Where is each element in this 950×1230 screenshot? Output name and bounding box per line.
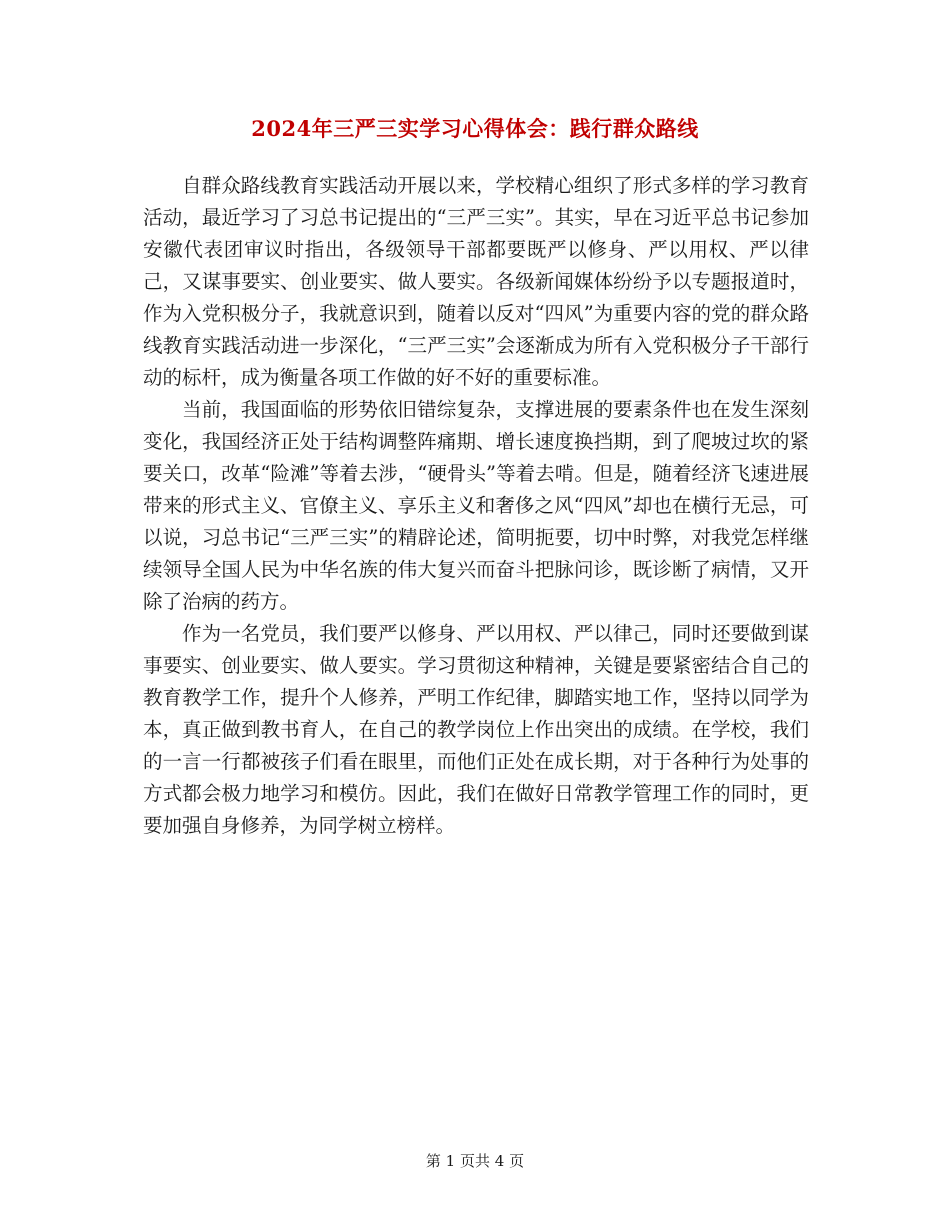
paragraph-1: 自群众路线教育实践活动开展以来，学校精心组织了形式多样的学习教育活动，最近学习了习总书记提出的“三严三实”。其实，早在习近平总书记参加安徽代表团审议时指出，各级领导干部都要既严以修身、严以用权、严以律己，又谋事要实、创业要实、做人要实。各级新闻媒体纷纷予以专题报道时，作为入党积极分子，我就意识到，随着以反对“四风”为重要内容的党的群众路线教育实践活动进一步深化，“三严三实”会逐渐成为所有入党积极分子干部行动的标杆，成为衡量各项工作做的好不好的重要标准。 bbox=[143, 174, 809, 389]
page-footer: 第 1 页共 4 页 bbox=[425, 1152, 525, 1170]
paragraph-3: 作为一名党员，我们要严以修身、严以用权、严以律己，同时还要做到谋事要实、创业要实、做人要实。学习贯彻这种精神，关键是要紧密结合自己的教育教学工作，提升个人修养，严明工作纪律，脚踏实地工作，坚持以同学为本，真正做到教书育人，在自己的教学岗位上作出突出的成绩。在学校，我们的一言一行都被孩子们看在眼里，而他们正处在成长期，对于各种行为处事的方式都会极力地学习和模仿。因此，我们在做好日常教学管理工作的同时，更要加强自身修养，为同学树立榜样。 bbox=[143, 622, 809, 837]
document-body bbox=[143, 170, 809, 842]
paragraph-2: 当前，我国面临的形势依旧错综复杂，支撑进展的要素条件也在发生深刻变化，我国经济正处于结构调整阵痛期、增长速度换挡期，到了爬坡过坎的紧要关口，改革“险滩”等着去涉，“硬骨头”等着去啃。但是，随着经济飞速进展带来的形式主义、官僚主义、享乐主义和奢侈之风“四风”却也在横行无忌，可以说，习总书记“三严三实”的精辟论述，简明扼要，切中时弊，对我党怎样继续领导全国人民为中华名族的伟大复兴而奋斗把脉问诊，既诊断了病情，又开除了治病的药方。 bbox=[143, 398, 809, 613]
document-title: 2024年三严三实学习心得体会：践行群众路线 bbox=[251, 116, 699, 141]
